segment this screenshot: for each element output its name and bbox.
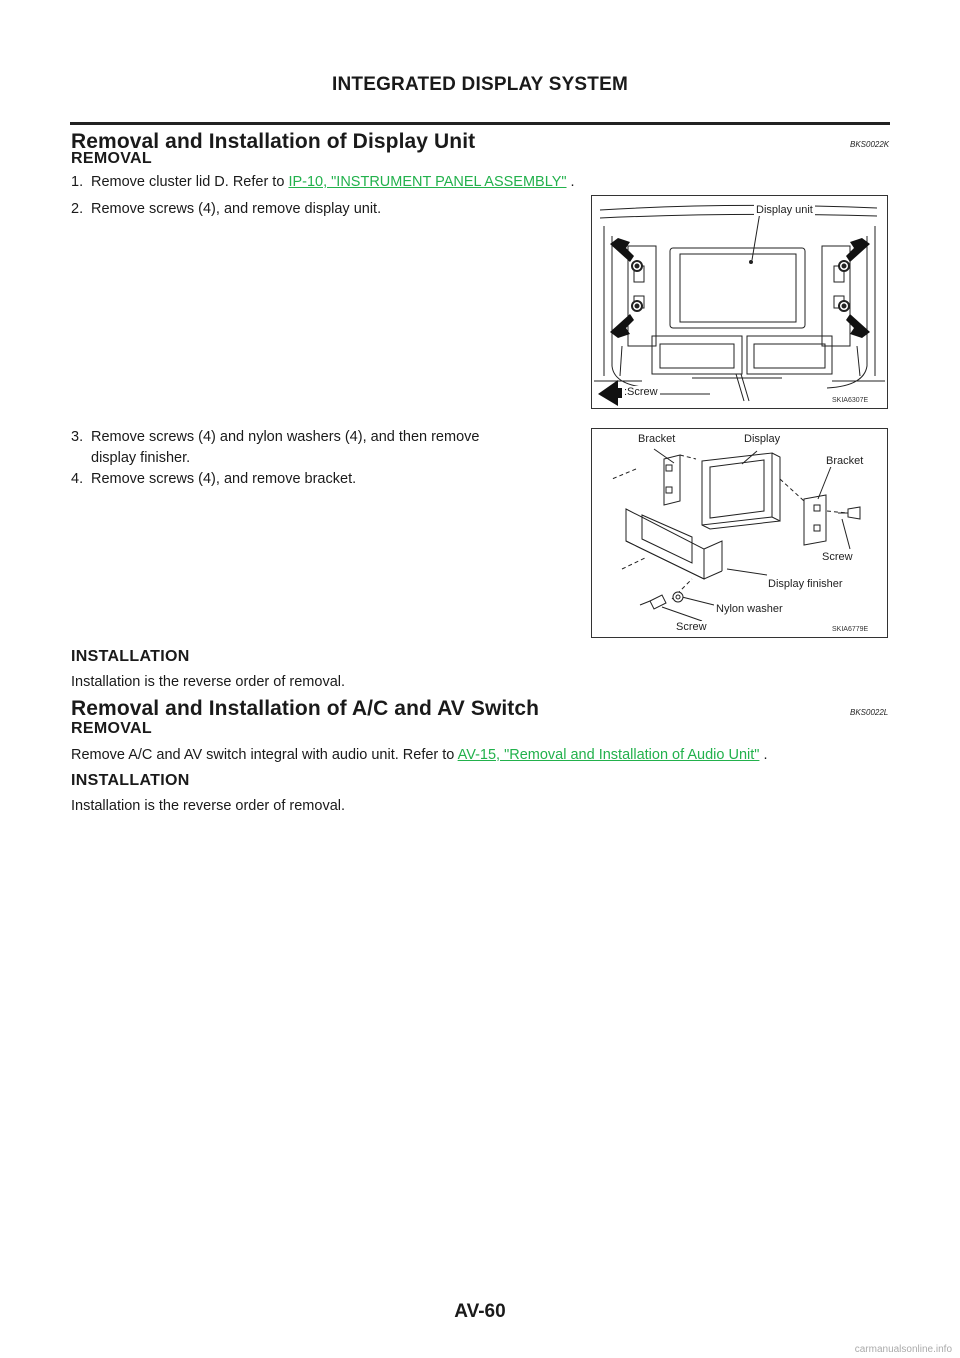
step-1-text: Remove cluster lid D. Refer to (91, 174, 289, 190)
page-header-title: INTEGRATED DISPLAY SYSTEM (331, 74, 629, 95)
step-3 (71, 427, 581, 469)
removal-text-2 (71, 745, 767, 765)
installation-text-2: Installation is the reverse order of removal. (71, 798, 346, 814)
label-screw-right: Screw (822, 551, 853, 563)
step-4 (71, 469, 356, 490)
label-display-unit: Display unit (756, 204, 813, 216)
installation-heading-1: INSTALLATION (71, 648, 190, 665)
installation-text-1: Installation is the reverse order of removal. (71, 674, 346, 690)
page-number: AV-60 (454, 1301, 506, 1322)
step-3-text-cont: display finisher. (91, 450, 191, 466)
installation-heading-2: INSTALLATION (71, 772, 190, 789)
step-4-number: 4. (71, 471, 84, 487)
label-bracket-left: Bracket (638, 433, 676, 445)
label-display: Display (744, 433, 781, 445)
header-rule (70, 122, 890, 125)
figure-id-skia6779e: SKIA6779E (832, 626, 869, 633)
link-ip-10[interactable]: IP-10, "INSTRUMENT PANEL ASSEMBLY" (288, 174, 567, 190)
label-nylon-washer: Nylon washer (716, 603, 783, 615)
step-2-text: Remove screws (4), and remove display unit. (91, 201, 382, 217)
step-1-suffix: . (566, 174, 575, 190)
label-screw-legend: :Screw (624, 386, 658, 398)
section-code-display-unit: BKS0022K (850, 140, 890, 149)
step-1-number: 1. (71, 174, 84, 190)
step-3-number: 3. (71, 429, 84, 445)
display-unit-illustration (592, 196, 887, 408)
step-2-number: 2. (71, 201, 84, 217)
section-code-ac-av-switch: BKS0022L (850, 708, 889, 717)
figure-display-bracket (591, 428, 888, 638)
removal-text-2-suffix: . (759, 747, 768, 763)
removal-text-2-body: Remove A/C and AV switch integral with audio unit. Refer to (71, 747, 458, 763)
step-4-text: Remove screws (4), and remove bracket. (91, 471, 357, 487)
figure-display-unit (591, 195, 888, 409)
removal-heading-2: REMOVAL (71, 720, 152, 737)
figure-id-skia6307e: SKIA6307E (832, 397, 869, 404)
watermark: carmanualsonline.info (854, 1344, 952, 1355)
step-1 (71, 172, 575, 193)
step-3-text: Remove screws (4) and nylon washers (4), and then remove (91, 429, 480, 445)
label-bracket-right: Bracket (826, 455, 864, 467)
label-screw-bottom: Screw (676, 621, 707, 633)
section-title-ac-av-switch: Removal and Installation of A/C and AV Switch (71, 697, 540, 720)
link-av-15[interactable]: AV-15, "Removal and Installation of Audio Unit" (457, 747, 760, 763)
step-2 (71, 199, 381, 220)
label-display-finisher: Display finisher (768, 578, 843, 590)
section-title-display-unit: Removal and Installation of Display Unit (71, 130, 476, 153)
removal-heading: REMOVAL (71, 150, 152, 167)
